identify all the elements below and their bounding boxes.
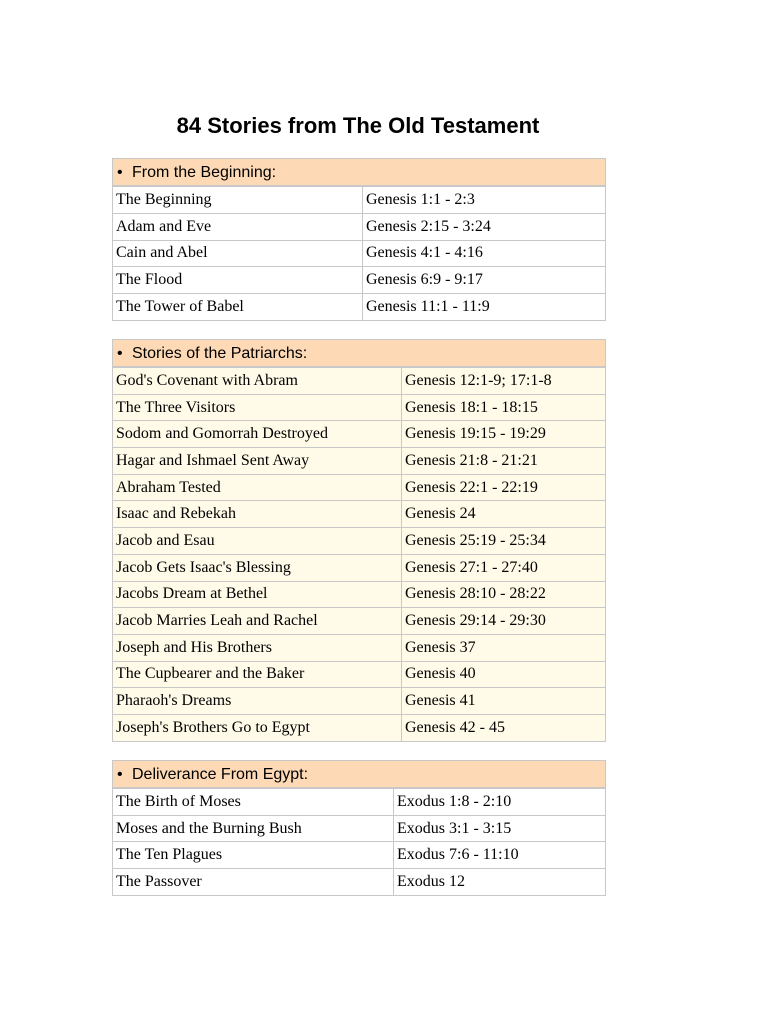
- stories-table: [112, 186, 606, 321]
- scripture-reference-cell: Genesis 21:8 - 21:21: [402, 448, 606, 475]
- table-row: [113, 213, 606, 240]
- scripture-reference-cell: Genesis 29:14 - 29:30: [402, 608, 606, 635]
- table-row: [113, 528, 606, 555]
- table-row: [113, 187, 606, 214]
- section-heading: From the Beginning:: [132, 164, 277, 181]
- scripture-reference-cell: Genesis 27:1 - 27:40: [402, 554, 606, 581]
- table-row: [113, 789, 606, 816]
- story-title-cell: Abraham Tested: [113, 474, 402, 501]
- story-title-cell: Jacob Gets Isaac's Blessing: [113, 554, 402, 581]
- stories-table-body: [113, 187, 606, 321]
- table-row: [113, 634, 606, 661]
- section-header: [112, 158, 606, 186]
- table-row: [113, 240, 606, 267]
- story-title-cell: Moses and the Burning Bush: [113, 815, 394, 842]
- section-from-the-beginning: [112, 158, 606, 321]
- story-title-cell: Isaac and Rebekah: [113, 501, 402, 528]
- scripture-reference-cell: Genesis 22:1 - 22:19: [402, 474, 606, 501]
- stories-table: [112, 788, 606, 896]
- scripture-reference-cell: Exodus 3:1 - 3:15: [394, 815, 606, 842]
- table-row: [113, 554, 606, 581]
- story-title-cell: Hagar and Ishmael Sent Away: [113, 448, 402, 475]
- story-title-cell: Jacob Marries Leah and Rachel: [113, 608, 402, 635]
- page-title: 84 Stories from The Old Testament: [176, 113, 540, 138]
- scripture-reference-cell: Exodus 1:8 - 2:10: [394, 789, 606, 816]
- scripture-reference-cell: Genesis 12:1-9; 17:1-8: [402, 368, 606, 395]
- scripture-reference-cell: Genesis 2:15 - 3:24: [363, 213, 606, 240]
- scripture-reference-cell: Genesis 4:1 - 4:16: [363, 240, 606, 267]
- story-title-cell: Pharaoh's Dreams: [113, 688, 402, 715]
- story-title-cell: Sodom and Gomorrah Destroyed: [113, 421, 402, 448]
- scripture-reference-cell: Genesis 37: [402, 634, 606, 661]
- table-row: [113, 815, 606, 842]
- stories-table-body: [113, 789, 606, 896]
- story-title-cell: The Three Visitors: [113, 394, 402, 421]
- section-deliverance-from-egypt: [112, 760, 606, 896]
- story-title-cell: The Ten Plagues: [113, 842, 394, 869]
- story-title-cell: The Birth of Moses: [113, 789, 394, 816]
- table-row: [113, 394, 606, 421]
- table-row: [113, 688, 606, 715]
- scripture-reference-cell: Exodus 12: [394, 869, 606, 896]
- story-title-cell: God's Covenant with Abram: [113, 368, 402, 395]
- table-row: [113, 661, 606, 688]
- table-row: [113, 474, 606, 501]
- story-title-cell: Joseph's Brothers Go to Egypt: [113, 714, 402, 741]
- table-row: [113, 267, 606, 294]
- table-row: [113, 294, 606, 321]
- story-title-cell: Adam and Eve: [113, 213, 363, 240]
- story-title-cell: The Beginning: [113, 187, 363, 214]
- table-row: [113, 869, 606, 896]
- section-heading: Stories of the Patriarchs:: [132, 345, 308, 362]
- section-heading: Deliverance From Egypt:: [132, 766, 309, 783]
- story-title-cell: The Cupbearer and the Baker: [113, 661, 402, 688]
- scripture-reference-cell: Genesis 42 - 45: [402, 714, 606, 741]
- bullet-icon: •: [117, 164, 123, 181]
- scripture-reference-cell: Genesis 28:10 - 28:22: [402, 581, 606, 608]
- section-header: [112, 760, 606, 788]
- stories-table-body: [113, 368, 606, 742]
- table-row: [113, 842, 606, 869]
- story-title-cell: Cain and Abel: [113, 240, 363, 267]
- story-title-cell: Joseph and His Brothers: [113, 634, 402, 661]
- bullet-icon: •: [117, 766, 123, 783]
- table-row: [113, 448, 606, 475]
- story-title-cell: The Flood: [113, 267, 363, 294]
- scripture-reference-cell: Genesis 1:1 - 2:3: [363, 187, 606, 214]
- table-row: [113, 608, 606, 635]
- table-row: [113, 714, 606, 741]
- scripture-reference-cell: Genesis 19:15 - 19:29: [402, 421, 606, 448]
- table-row: [113, 368, 606, 395]
- scripture-reference-cell: Genesis 40: [402, 661, 606, 688]
- section-header: [112, 339, 606, 367]
- bullet-icon: •: [117, 345, 123, 362]
- scripture-reference-cell: Exodus 7:6 - 11:10: [394, 842, 606, 869]
- scripture-reference-cell: Genesis 41: [402, 688, 606, 715]
- section-stories-of-the-patriarchs: [112, 339, 606, 742]
- table-row: [113, 421, 606, 448]
- scripture-reference-cell: Genesis 11:1 - 11:9: [363, 294, 606, 321]
- scripture-reference-cell: Genesis 25:19 - 25:34: [402, 528, 606, 555]
- scripture-reference-cell: Genesis 24: [402, 501, 606, 528]
- table-row: [113, 581, 606, 608]
- story-title-cell: The Passover: [113, 869, 394, 896]
- stories-table: [112, 367, 606, 742]
- table-row: [113, 501, 606, 528]
- story-title-cell: The Tower of Babel: [113, 294, 363, 321]
- story-title-cell: Jacob and Esau: [113, 528, 402, 555]
- scripture-reference-cell: Genesis 6:9 - 9:17: [363, 267, 606, 294]
- scripture-reference-cell: Genesis 18:1 - 18:15: [402, 394, 606, 421]
- story-title-cell: Jacobs Dream at Bethel: [113, 581, 402, 608]
